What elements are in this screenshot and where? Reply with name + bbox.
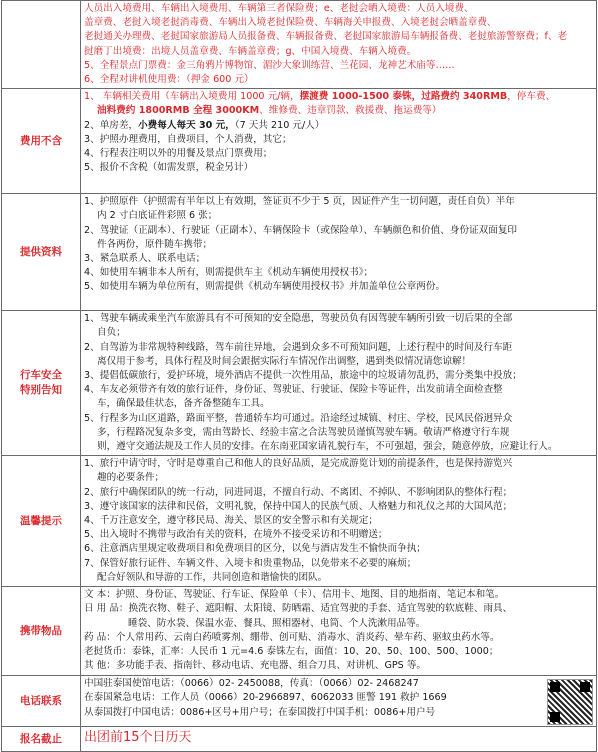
text-line: 从泰国拨打中国电话：0086+区号+用户号；在泰国拨打中国手机：0086+用户号 bbox=[84, 706, 436, 718]
text-line: 内 2 寸白底证件彩照 6 张； bbox=[97, 210, 218, 222]
driving-safety-details bbox=[81, 311, 597, 456]
driving-safety-row bbox=[2, 311, 597, 456]
text-line: 药 品：个人常用药、云南白药喷雾剂、绷带、创可贴、消毒水、消炎药、晕车药、驱蚊虫药水等。 bbox=[84, 631, 500, 643]
text-line: 1、驾驶车辆或乘坐汽车旅游具有不可预知的安全隐患，驾驶员负有因驾驶车辆所引致一切后果的全部 bbox=[84, 313, 513, 325]
text-line: 3、遵守该国家的法律和民俗，文明礼貌，保持中国人的民族气质、人格魅力和礼仪之邦的大国风范； bbox=[84, 500, 513, 512]
documents-label: 提供资料 bbox=[2, 194, 81, 311]
fee-excluded-label: 费用不含 bbox=[2, 89, 81, 194]
text-line: 3、提倡低碳旅行，爱护环境，境外酒店不提供一次性用品，旅途中的垃圾请勿乱扔，需分类集中投放； bbox=[84, 370, 522, 382]
text-line: 老挝通关办理费、老挝国家旅游局人员报备费、车辆报备费、老挝国家旅游局车辆报备费、老挝旅游警察费；f、老 bbox=[84, 31, 568, 43]
text-line: 7、保管好旅行证件、车辆文件、入境卡和贵重物品，以免带来不必要的麻烦； bbox=[84, 557, 417, 569]
text-line: 3、护照办理费用，自费项目，个人消费，其它； bbox=[84, 133, 292, 145]
text-line: 2、自驾游为非常规特种线路，驾车前往异地，会遇到众多不可预知问题，上述行程中的时间及行车距 bbox=[84, 341, 513, 353]
empty-label-cell bbox=[2, 1, 81, 89]
tips-details bbox=[81, 456, 597, 587]
text-line: 1、护照原件（护照需有半年以上有效期，签证页不少于 5 页，因证件产生一切问题，责任自负）半年 bbox=[84, 196, 515, 208]
carry-items-row bbox=[2, 587, 597, 676]
text-line: 1、 车辆相关费用（车辆出入境费用 1000 元/辆，摆渡费 1000-1500 泰铢，过路费约 340RMB，停车费、 bbox=[84, 91, 556, 103]
text-line: 离仅用于参考，具体行程及时间会跟据实际行车情况作出调整，遇到类似情况请您谅解！ bbox=[97, 355, 472, 367]
text-line: 件各两份，原件随车携带； bbox=[97, 238, 213, 250]
deadline-row bbox=[2, 727, 597, 752]
text-line: 2、单房差，小费每人每天 30 元，（7 天共 210 元/人） bbox=[84, 119, 325, 131]
text-line: 睡袋、防水袋、保温水壶、餐具、照相器材、电筒、个人洗漱用品等。 bbox=[128, 617, 426, 629]
text-line: 盖章费、老挝入境老挝消毒费、车辆出入境老挝保险费、车辆海关申报费、入境老挝会晒盖章费、 bbox=[84, 17, 497, 29]
text-line: 油料费约 1800RMB 全程 3000KM、维修费、违章罚款、救援费、拖运费等） bbox=[97, 105, 442, 117]
carry-items-label: 携带物品 bbox=[2, 587, 81, 676]
fee-included-details bbox=[81, 1, 597, 89]
qr-code-image bbox=[547, 679, 593, 725]
text-line: 老挝货币：泰铢，汇率：人民币 1 元=4.6 泰铢左右，面值：10、20、50、100、500、1000； bbox=[84, 646, 499, 658]
text-line: 1、旅行中请守时，守时是尊重自己和他人的良好品质，是完成游览计划的前提条件，也是保持游览兴 bbox=[84, 458, 513, 470]
tips-row bbox=[2, 456, 597, 587]
text-line: 4、千万注意安全，遵守移民局、海关、景区的安全警示和有关规定； bbox=[84, 515, 378, 527]
text-line: 人员出入境费用、车辆出入境费用、车辆第三者保险费；e、老挝会晒入境费：人员入境费、 bbox=[84, 3, 474, 14]
text-line: 其 他：多功能手表、指南针、移动电话、充电器、组合刀具、对讲机、GPS 等。 bbox=[84, 660, 427, 672]
text-line: 在泰国紧急电话：工作人员（0066）20-2966897、6062033 匪警 191 救护 1669 bbox=[84, 692, 447, 704]
text-line: 6、注意酒店里规定收费项目和免费项目的区分，以免与酒店发生不愉快而争执； bbox=[84, 543, 426, 555]
contact-row bbox=[2, 676, 597, 727]
text-line: 中国驻泰国使馆电话：（0066）02- 2450088，传真：（0066）02- 2468247 bbox=[84, 678, 419, 690]
documents-row bbox=[2, 194, 597, 311]
fee-included-continuation-row bbox=[2, 1, 597, 89]
text-line: 5、出入境时不携带与政治有关的资料，在境外不接受采访和不明赠送； bbox=[84, 529, 388, 541]
text-line: 趣的必要条件； bbox=[97, 472, 165, 484]
documents-details bbox=[81, 194, 597, 311]
deadline-text: 出团前15个日历天 bbox=[84, 730, 192, 746]
text-line: 车，确保最佳状态，备齐备整随车工具。 bbox=[97, 398, 270, 410]
text-line: 文 本：护照、身份证、驾驶证、行车证、保险单（卡）、信用卡、地图、目的地指南、笔记本和笔。 bbox=[84, 589, 505, 601]
text-line: 4、车友必须带齐有效的旅行证件，身份证、驾驶证、行驶证、保险卡等证件，出发前请全面检查整 bbox=[84, 384, 503, 396]
text-line: 多，行程路况复杂多变，需由驾龄长、经验丰富之合法驾驶员谨慎驾驶车辆。敬请严格遵守行车规 bbox=[97, 426, 510, 438]
contact-label: 电话联系 bbox=[2, 676, 81, 727]
text-line: 4、行程表注明以外的用餐及景点门票费用； bbox=[84, 148, 273, 160]
text-line: 2、驾驶证（正副本）、行驶证（正副本）、车辆保险卡（或保险单）、车辆颜色和价值、身份证双面复印 bbox=[84, 224, 518, 236]
text-line: 挝磨丁出境费：出境人员盖章费、车辆盖章费；g、中国入境费、车辆入境费。 bbox=[84, 45, 417, 57]
text-line: 日 用 品：换洗衣物、鞋子、遮阳帽、太阳镜、防晒霜、适宜驾驶的手套、适宜驾驶的软底鞋、雨具、 bbox=[84, 603, 513, 615]
text-line: 5、行程多为山区道路，路面平整，普通轿车均可通过。沿途经过城镇、村庄、学校，民风民俗迥异众 bbox=[84, 412, 513, 424]
text-line: 5、全程景点门票费：金三角鸦片博物馆、湄沙大象训练营、兰花园、龙神艺术庙等…… bbox=[84, 59, 455, 71]
driving-safety-label: 行车安全 特别告知 bbox=[2, 311, 81, 456]
deadline-details bbox=[81, 727, 597, 752]
carry-items-details bbox=[81, 587, 597, 676]
text-line: 4、如使用车辆非本人所有，则需提供车主《机动车辆使用授权书》； bbox=[84, 267, 374, 279]
contact-details bbox=[81, 676, 597, 727]
deadline-label: 报名截止 bbox=[2, 727, 81, 752]
text-line: 2、旅行中确保团队的统一行动，同进同退，不擅自行动、不离团、不掉队、不影响团队的整体行程； bbox=[84, 486, 513, 498]
text-line: 5、如使用车辆为单位所有，则需提供《机动车辆使用授权书》并加盖单位公章两份。 bbox=[84, 281, 446, 293]
text-line: 3、紧急联系人、联系电话； bbox=[84, 253, 206, 265]
fee-excluded-details bbox=[81, 89, 597, 194]
itinerary-table bbox=[1, 0, 597, 752]
text-line: 则，遵守交通法规及工作人员的安排。在东南亚国家请礼貌行车，不可强超，强会，随意停放，应避让行人。 bbox=[97, 441, 558, 453]
tips-label: 温馨提示 bbox=[2, 456, 81, 587]
text-line: 配合好领队和导游的工作，共同创造和谐愉快的团队。 bbox=[97, 571, 328, 583]
text-line: 自负； bbox=[97, 327, 126, 339]
text-line: 6、全程对讲机使用费：（押金 600 元） bbox=[84, 74, 254, 86]
fee-excluded-row bbox=[2, 89, 597, 194]
text-line: 5、报价不含税（如需发票，税金另计） bbox=[84, 162, 254, 174]
